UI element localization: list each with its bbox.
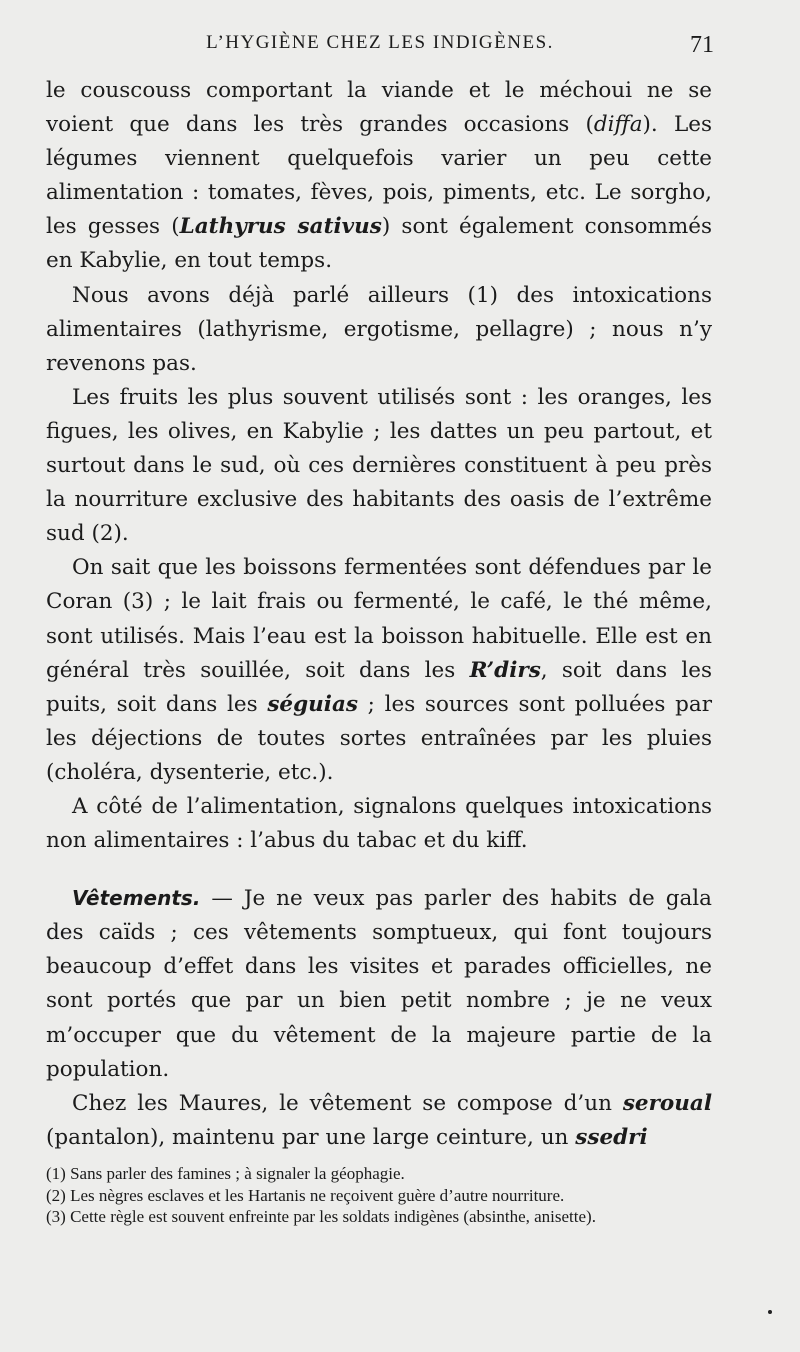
print-speck	[768, 1310, 772, 1314]
footnote-2: (2) Les nègres esclaves et les Hartanis ne reçoivent guère d’autre nourriture.	[46, 1185, 565, 1205]
term-seroual: seroual	[622, 1090, 712, 1116]
footnotes	[46, 1163, 712, 1228]
footnote-3: (3) Cette règle est souvent enfreinte par les soldats indigènes (absinthe, anisette).	[46, 1207, 596, 1226]
paragraph-drinks: On sait que les boissons fermentées sont défendues par le Coran (3) ; le lait frais ou fermenté, le café, le thé même, sont utilisés. Mais l’eau est la boisson habituelle. Elle est en général très souillée, soit dans les R’dirs, soit dans les puits, soit dans les séguias ; les sources sont polluées par les déjections de toutes sortes entraînées par les pluies (choléra, dysenterie, etc.).	[46, 555, 712, 785]
paragraph-maures: Chez les Maures, le vêtement se compose d’un seroual (pantalon), maintenu par une large ceinture, un ssedri	[46, 1090, 712, 1150]
footnote-1: (1) Sans parler des famines ; à signaler la géophagie.	[46, 1164, 405, 1183]
paragraph-non-food: A côté de l’alimentation, signalons quelques intoxications non alimentaires : l’abus du tabac et du kiff.	[46, 793, 712, 854]
term-ssedri: ssedri	[575, 1124, 648, 1150]
paragraph-fruits: Les fruits les plus souvent utilisés sont : les oranges, les figues, les olives, en Kabylie ; les dattes un peu partout, et surtout dans le sud, où ces dernières constituent à peu près la nourriture exclusive des habitants des oasis de l’extrême sud (2).	[46, 384, 712, 547]
paragraph-clothing: Vêtements. — Je ne veux pas parler des habits de gala des caïds ; ces vêtements somptueux, qui font toujours beaucoup d’effet dans les visites et parades officielles, ne sont portés que par un bien petit nombre ; je ne veux m’occuper que du vêtement de la majeure partie de la population.	[46, 886, 712, 1082]
page-number: 71	[690, 32, 714, 58]
term-diffa: diffa	[593, 112, 643, 138]
page-header	[46, 32, 714, 62]
term-seguias: séguias	[267, 691, 358, 717]
term-rdirs: R’dirs	[469, 657, 541, 683]
paragraph-food: le couscouss comportant la viande et le méchoui ne se voient que dans les très grandes occasions (diffa). Les légumes viennent quelquefois varier un peu cette alimentation : tomates, fèves, pois, piments, etc. Le sorgho, les gesses (Lathyrus sativus) sont également consommés en Kabylie, en tout temps.	[46, 78, 712, 274]
paragraph-intoxications: Nous avons déjà parlé ailleurs (1) des intoxications alimentaires (lathyrisme, ergotisme, pellagre) ; nous n’y revenons pas.	[46, 282, 712, 376]
body-text	[46, 74, 712, 1155]
section-heading-vetements: Vêtements.	[72, 886, 201, 911]
running-title: L’HYGIÈNE CHEZ LES INDIGÈNES.	[206, 32, 554, 53]
term-lathyrus: Lathyrus sativus	[179, 214, 382, 240]
